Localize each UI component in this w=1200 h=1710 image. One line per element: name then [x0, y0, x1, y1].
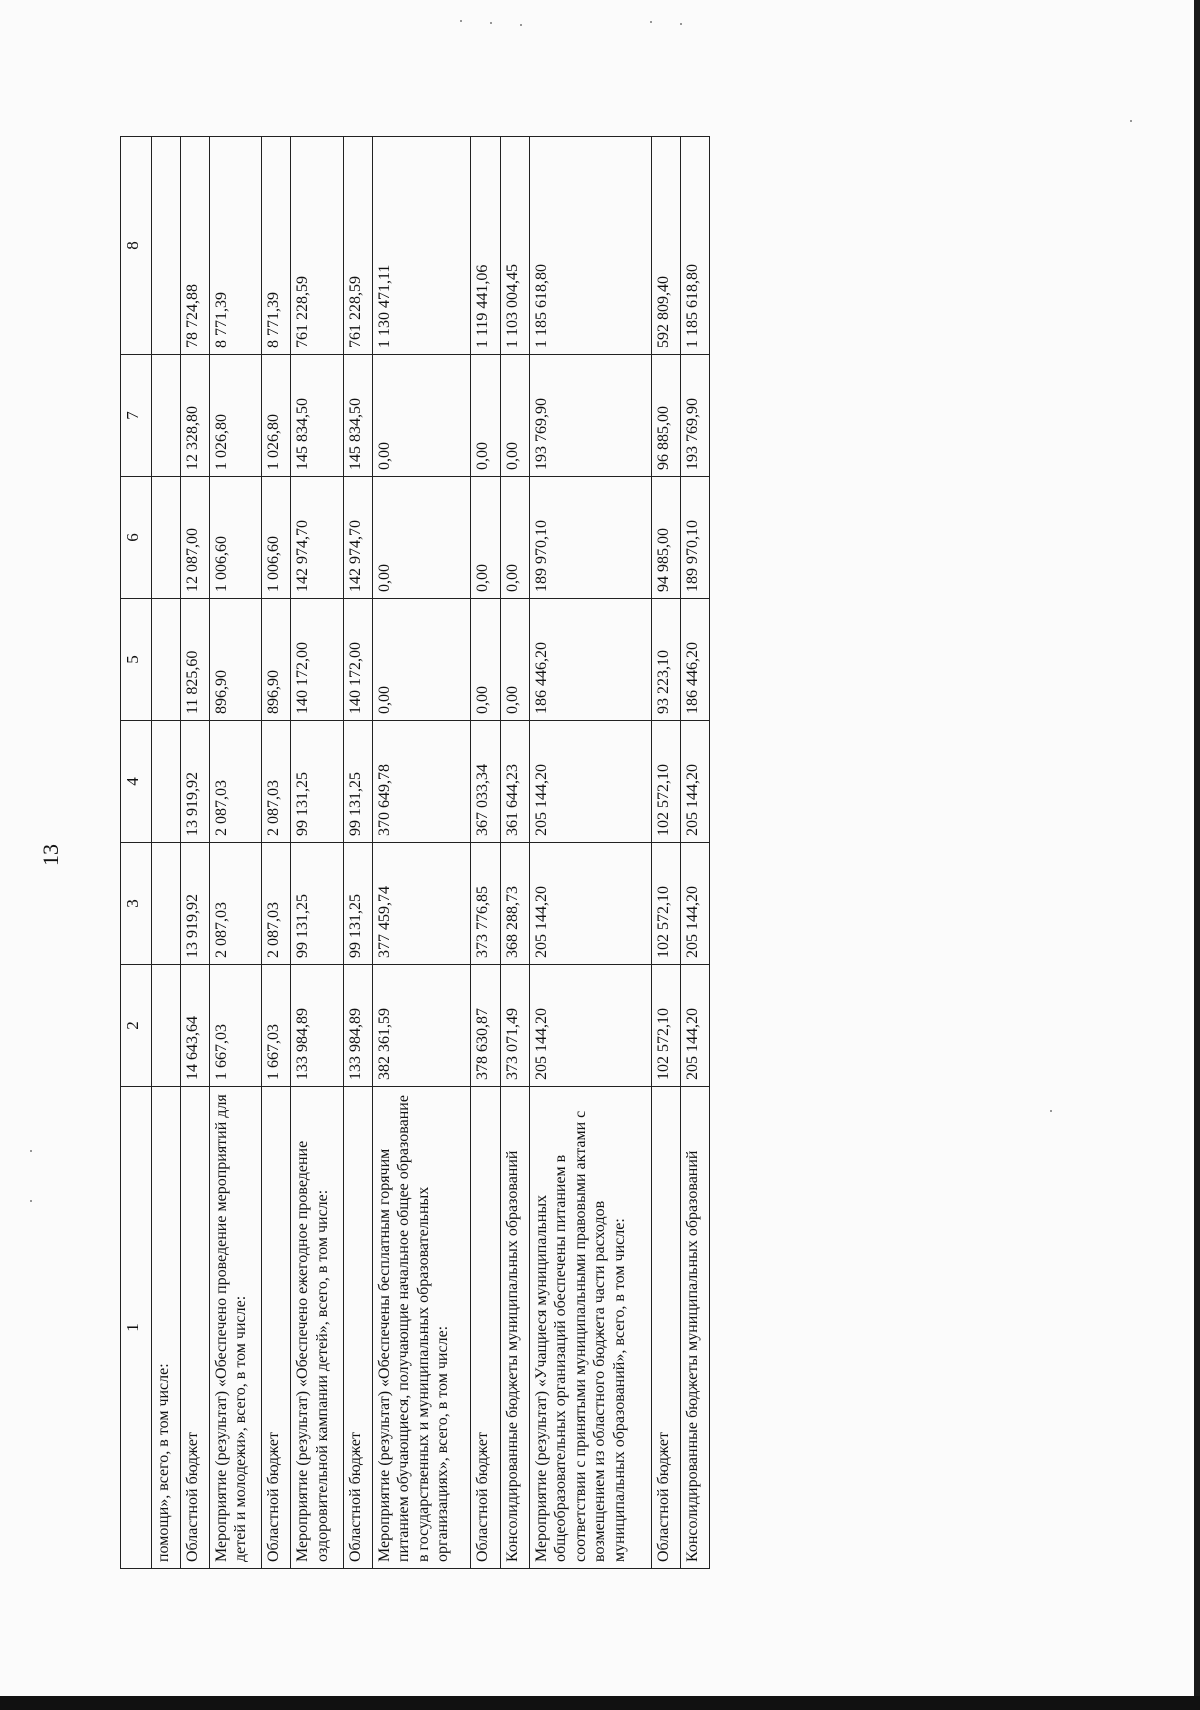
value-cell: 0,00	[500, 599, 529, 721]
row-label-cell: Областной бюджет	[180, 1087, 209, 1569]
row-label-cell: Мероприятие (результат) «Учащиеся муниципальных общеобразовательных организаций обеспечены питанием в соответствии с принятыми муниципальными правовыми актами с возмещением из областного бюджета части расходов муниципальных образований», всего, в том числе:	[529, 1087, 651, 1569]
row-label-cell: Консолидированные бюджеты муниципальных образований	[680, 1087, 709, 1569]
value-cell: 8 771,39	[262, 137, 291, 355]
row-label-cell: Мероприятие (результат) «Обеспечено проведение мероприятий для детей и молодежи», всего, в том числе:	[209, 1087, 261, 1569]
table-row	[180, 137, 209, 1569]
value-cell: 11 825,60	[180, 599, 209, 721]
value-cell: 102 572,10	[651, 965, 680, 1087]
row-label-cell: помощи», всего, в том числе:	[151, 1087, 180, 1569]
value-cell: 96 885,00	[651, 355, 680, 477]
value-cell: 99 131,25	[291, 843, 343, 965]
scan-speck	[680, 23, 682, 25]
value-cell: 0,00	[500, 355, 529, 477]
scan-speck	[520, 24, 522, 26]
value-cell: 193 769,90	[529, 355, 651, 477]
row-label-cell: Мероприятие (результат) «Обеспечены бесплатным горячим питанием обучающиеся, получающие начальное общее образование в государственных и муниципальных образовательных организациях», всего, в том числе:	[372, 1087, 471, 1569]
header-cell: 7	[121, 355, 152, 477]
value-cell: 0,00	[471, 355, 500, 477]
value-cell: 133 984,89	[343, 965, 372, 1087]
value-cell: 2 087,03	[209, 721, 261, 843]
value-cell	[151, 721, 180, 843]
table-row	[262, 137, 291, 1569]
value-cell: 193 769,90	[680, 355, 709, 477]
value-cell: 373 776,85	[471, 843, 500, 965]
value-cell	[151, 137, 180, 355]
header-cell: 1	[121, 1087, 152, 1569]
value-cell: 0,00	[471, 599, 500, 721]
value-cell	[151, 477, 180, 599]
table-row	[471, 137, 500, 1569]
value-cell: 140 172,00	[291, 599, 343, 721]
value-cell: 1 006,60	[209, 477, 261, 599]
value-cell: 0,00	[372, 355, 471, 477]
value-cell: 1 026,80	[262, 355, 291, 477]
header-cell: 8	[121, 137, 152, 355]
row-label-cell: Мероприятие (результат) «Обеспечено ежегодное проведение оздоровительной кампании детей», всего, в том числе:	[291, 1087, 343, 1569]
value-cell: 1 006,60	[262, 477, 291, 599]
value-cell: 205 144,20	[529, 843, 651, 965]
value-cell: 2 087,03	[209, 843, 261, 965]
value-cell	[151, 843, 180, 965]
scan-speck	[30, 1150, 32, 1152]
value-cell: 13 919,92	[180, 721, 209, 843]
value-cell: 592 809,40	[651, 137, 680, 355]
scan-speck	[1130, 120, 1132, 122]
value-cell: 189 970,10	[529, 477, 651, 599]
header-cell: 5	[121, 599, 152, 721]
value-cell: 186 446,20	[529, 599, 651, 721]
value-cell: 368 288,73	[500, 843, 529, 965]
scan-speck	[30, 1200, 32, 1202]
value-cell: 205 144,20	[680, 965, 709, 1087]
row-label-cell: Консолидированные бюджеты муниципальных образований	[500, 1087, 529, 1569]
value-cell: 761 228,59	[343, 137, 372, 355]
scan-speck	[490, 22, 492, 24]
value-cell: 99 131,25	[291, 721, 343, 843]
value-cell: 1 130 471,11	[372, 137, 471, 355]
table-row	[209, 137, 261, 1569]
value-cell: 205 144,20	[529, 965, 651, 1087]
scan-edge-right	[1194, 0, 1200, 1710]
value-cell: 761 228,59	[291, 137, 343, 355]
value-cell: 78 724,88	[180, 137, 209, 355]
value-cell: 189 970,10	[680, 477, 709, 599]
value-cell: 142 974,70	[291, 477, 343, 599]
value-cell: 0,00	[372, 477, 471, 599]
value-cell: 0,00	[471, 477, 500, 599]
value-cell: 102 572,10	[651, 721, 680, 843]
value-cell: 142 974,70	[343, 477, 372, 599]
row-label-cell: Областной бюджет	[471, 1087, 500, 1569]
table-row	[151, 137, 180, 1569]
row-label-cell: Областной бюджет	[262, 1087, 291, 1569]
value-cell: 896,90	[262, 599, 291, 721]
rotated-table-container	[120, 137, 710, 1569]
value-cell: 0,00	[372, 599, 471, 721]
table-row	[343, 137, 372, 1569]
value-cell: 2 087,03	[262, 721, 291, 843]
value-cell: 12 328,80	[180, 355, 209, 477]
header-cell: 2	[121, 965, 152, 1087]
value-cell: 0,00	[500, 477, 529, 599]
value-cell: 8 771,39	[209, 137, 261, 355]
scan-speck	[460, 20, 462, 22]
value-cell	[151, 599, 180, 721]
value-cell: 99 131,25	[343, 721, 372, 843]
header-cell: 6	[121, 477, 152, 599]
value-cell: 14 643,64	[180, 965, 209, 1087]
value-cell: 186 446,20	[680, 599, 709, 721]
scan-speck	[1050, 1110, 1052, 1112]
value-cell: 1 667,03	[209, 965, 261, 1087]
value-cell: 370 649,78	[372, 721, 471, 843]
header-cell: 3	[121, 843, 152, 965]
scan-edge-bottom	[0, 1696, 1200, 1710]
value-cell: 1 119 441,06	[471, 137, 500, 355]
table-row	[529, 137, 651, 1569]
value-cell: 13 919,92	[180, 843, 209, 965]
value-cell	[151, 355, 180, 477]
table-row	[291, 137, 343, 1569]
value-cell: 367 033,34	[471, 721, 500, 843]
value-cell: 373 071,49	[500, 965, 529, 1087]
table-row	[500, 137, 529, 1569]
table-header-row	[121, 137, 152, 1569]
value-cell: 1 667,03	[262, 965, 291, 1087]
value-cell: 133 984,89	[291, 965, 343, 1087]
value-cell: 382 361,59	[372, 965, 471, 1087]
value-cell: 93 223,10	[651, 599, 680, 721]
value-cell: 361 644,23	[500, 721, 529, 843]
value-cell: 896,90	[209, 599, 261, 721]
value-cell: 205 144,20	[680, 721, 709, 843]
row-label-cell: Областной бюджет	[651, 1087, 680, 1569]
value-cell: 140 172,00	[343, 599, 372, 721]
value-cell: 94 985,00	[651, 477, 680, 599]
value-cell: 145 834,50	[343, 355, 372, 477]
scan-speck	[650, 21, 652, 23]
value-cell: 1 103 004,45	[500, 137, 529, 355]
value-cell: 102 572,10	[651, 843, 680, 965]
value-cell: 99 131,25	[343, 843, 372, 965]
value-cell: 205 144,20	[680, 843, 709, 965]
row-label-cell: Областной бюджет	[343, 1087, 372, 1569]
value-cell: 12 087,00	[180, 477, 209, 599]
value-cell: 1 185 618,80	[529, 137, 651, 355]
value-cell: 2 087,03	[262, 843, 291, 965]
header-cell: 4	[121, 721, 152, 843]
table-row	[372, 137, 471, 1569]
value-cell: 1 026,80	[209, 355, 261, 477]
budget-table	[120, 136, 710, 1569]
table-body	[121, 137, 710, 1569]
value-cell	[151, 965, 180, 1087]
value-cell: 205 144,20	[529, 721, 651, 843]
value-cell: 145 834,50	[291, 355, 343, 477]
page-number: 13	[38, 844, 63, 866]
table-row	[680, 137, 709, 1569]
value-cell: 377 459,74	[372, 843, 471, 965]
value-cell: 1 185 618,80	[680, 137, 709, 355]
table-row	[651, 137, 680, 1569]
value-cell: 378 630,87	[471, 965, 500, 1087]
